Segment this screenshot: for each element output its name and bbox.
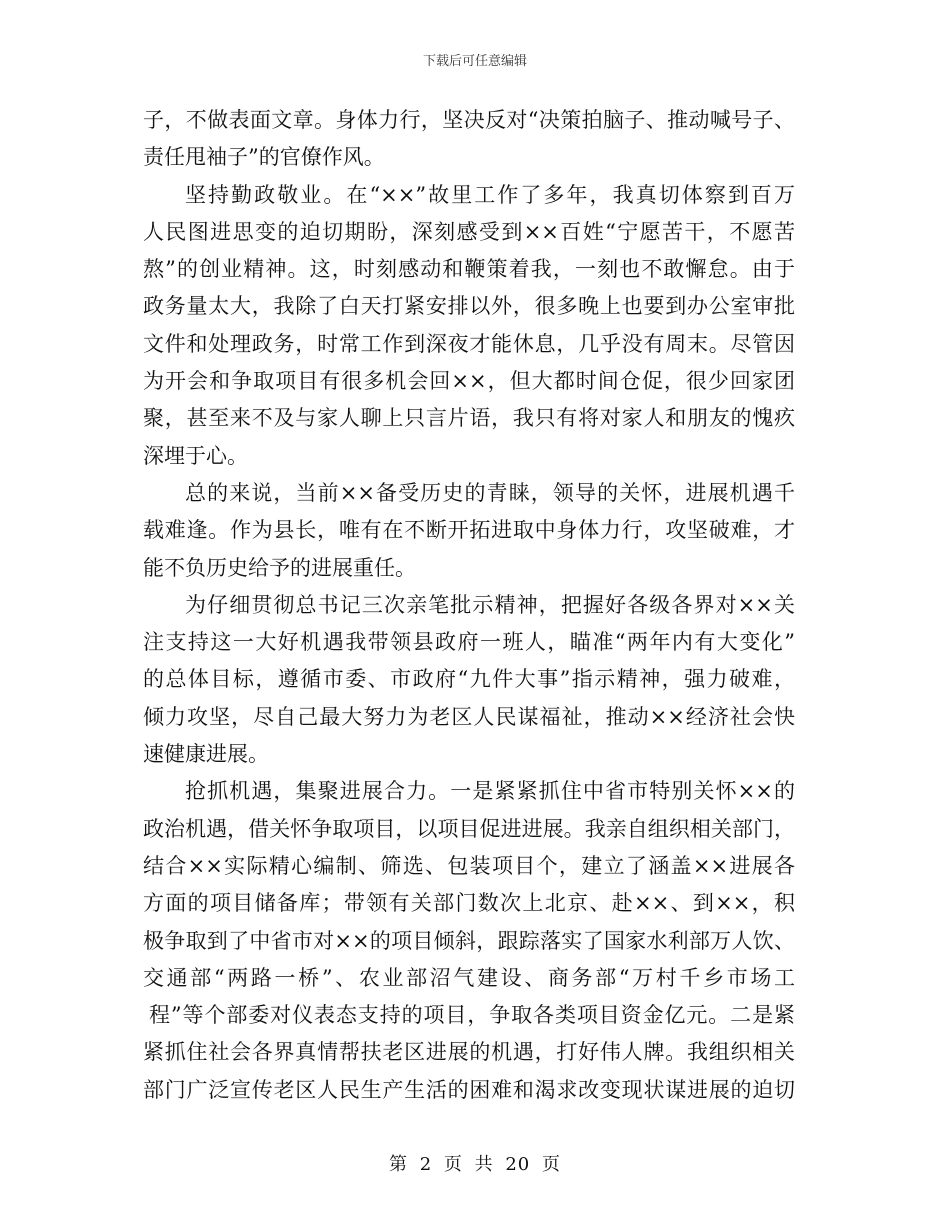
text-line: 交通部“两路一桥”、农业部沼气建设、商务部“万村千乡市场工 — [143, 965, 795, 990]
text-line: 人民图进思变的迫切期盼，深刻感受到××百姓“宁愿苦干，不愿苦 — [143, 219, 795, 244]
text-line: 极争取到了中省市对××的项目倾斜，跟踪落实了国家水利部万人饮、 — [143, 928, 795, 953]
text-line: 能不负历史给予的进展重任。 — [143, 555, 416, 580]
paragraph — [143, 587, 795, 773]
text-line: 熬”的创业精神。这，时刻感动和鞭策着我，一刻也不敢懈怠。由于 — [143, 257, 795, 282]
text-line: 载难逢。作为县长，唯有在不断开拓进取中身体力行，攻坚破难，才 — [143, 518, 795, 543]
text-line: 总的来说，当前××备受历史的青睐，领导的关怀，进展机遇千 — [185, 480, 795, 505]
text-line: 责任甩袖子”的官僚作风。 — [143, 145, 385, 170]
text-line: 的总体目标，遵循市委、市政府“九件大事”指示精神，强力破难， — [143, 667, 795, 692]
document-body — [143, 102, 795, 1109]
text-line: 深埋于心。 — [143, 443, 248, 468]
header-note: 下载后可任意编辑 — [422, 54, 527, 69]
text-line: 文件和处理政务，时常工作到深夜才能休息，几乎没有周末。尽管因 — [143, 331, 795, 356]
page-number-footer: 第 2 页 共 20 页 — [389, 1154, 561, 1175]
text-line: 速健康进展。 — [143, 742, 269, 767]
text-line: 聚，甚至来不及与家人聊上只言片语，我只有将对家人和朋友的愧疚 — [143, 406, 795, 431]
text-line: 注支持这一大好机遇我带领县政府一班人，瞄准“两年内有大变化” — [143, 630, 795, 655]
text-line: 为开会和争取项目有很多机会回××，但大都时间仓促，很少回家团 — [143, 369, 795, 394]
text-line: 抢抓机遇，集聚进展合力。一是紧紧抓住中省市特别关怀××的 — [185, 779, 795, 804]
text-line: 政务量太大，我除了白天打紧安排以外，很多晚上也要到办公室审批 — [143, 294, 795, 319]
text-line: 子，不做表面文章。身体力行，坚决反对“决策拍脑子、推动喊号子、 — [143, 108, 795, 132]
text-line: 坚持勤政敬业。在“××”故里工作了多年，我真切体察到百万 — [185, 182, 795, 207]
text-line: 程”等个部委对仪表态支持的项目，争取各类项目资金亿元。二是紧 — [149, 1003, 795, 1028]
text-line: 政治机遇，借关怀争取项目，以项目促进进展。我亲自组织相关部门， — [143, 816, 795, 841]
text-line: 为仔细贯彻总书记三次亲笔批示精神，把握好各级各界对××关 — [185, 592, 795, 617]
text-line: 紧抓住社会各界真情帮扶老区进展的机遇，打好伟人牌。我组织相关 — [143, 1040, 795, 1065]
paragraph — [143, 475, 795, 587]
text-line: 结合××实际精心编制、筛选、包装项目个，建立了涵盖××进展各 — [143, 853, 795, 878]
paragraph — [143, 773, 795, 1109]
paragraph — [143, 102, 795, 177]
text-line: 方面的项目储备库；带领有关部门数次上北京、赴××、到××，积 — [143, 891, 795, 916]
text-line: 部门广泛宣传老区人民生产生活的困难和渴求改变现状谋进展的迫切 — [143, 1077, 795, 1102]
paragraph — [143, 177, 795, 475]
text-line: 倾力攻坚，尽自己最大努力为老区人民谋福祉，推动××经济社会快 — [143, 704, 795, 729]
